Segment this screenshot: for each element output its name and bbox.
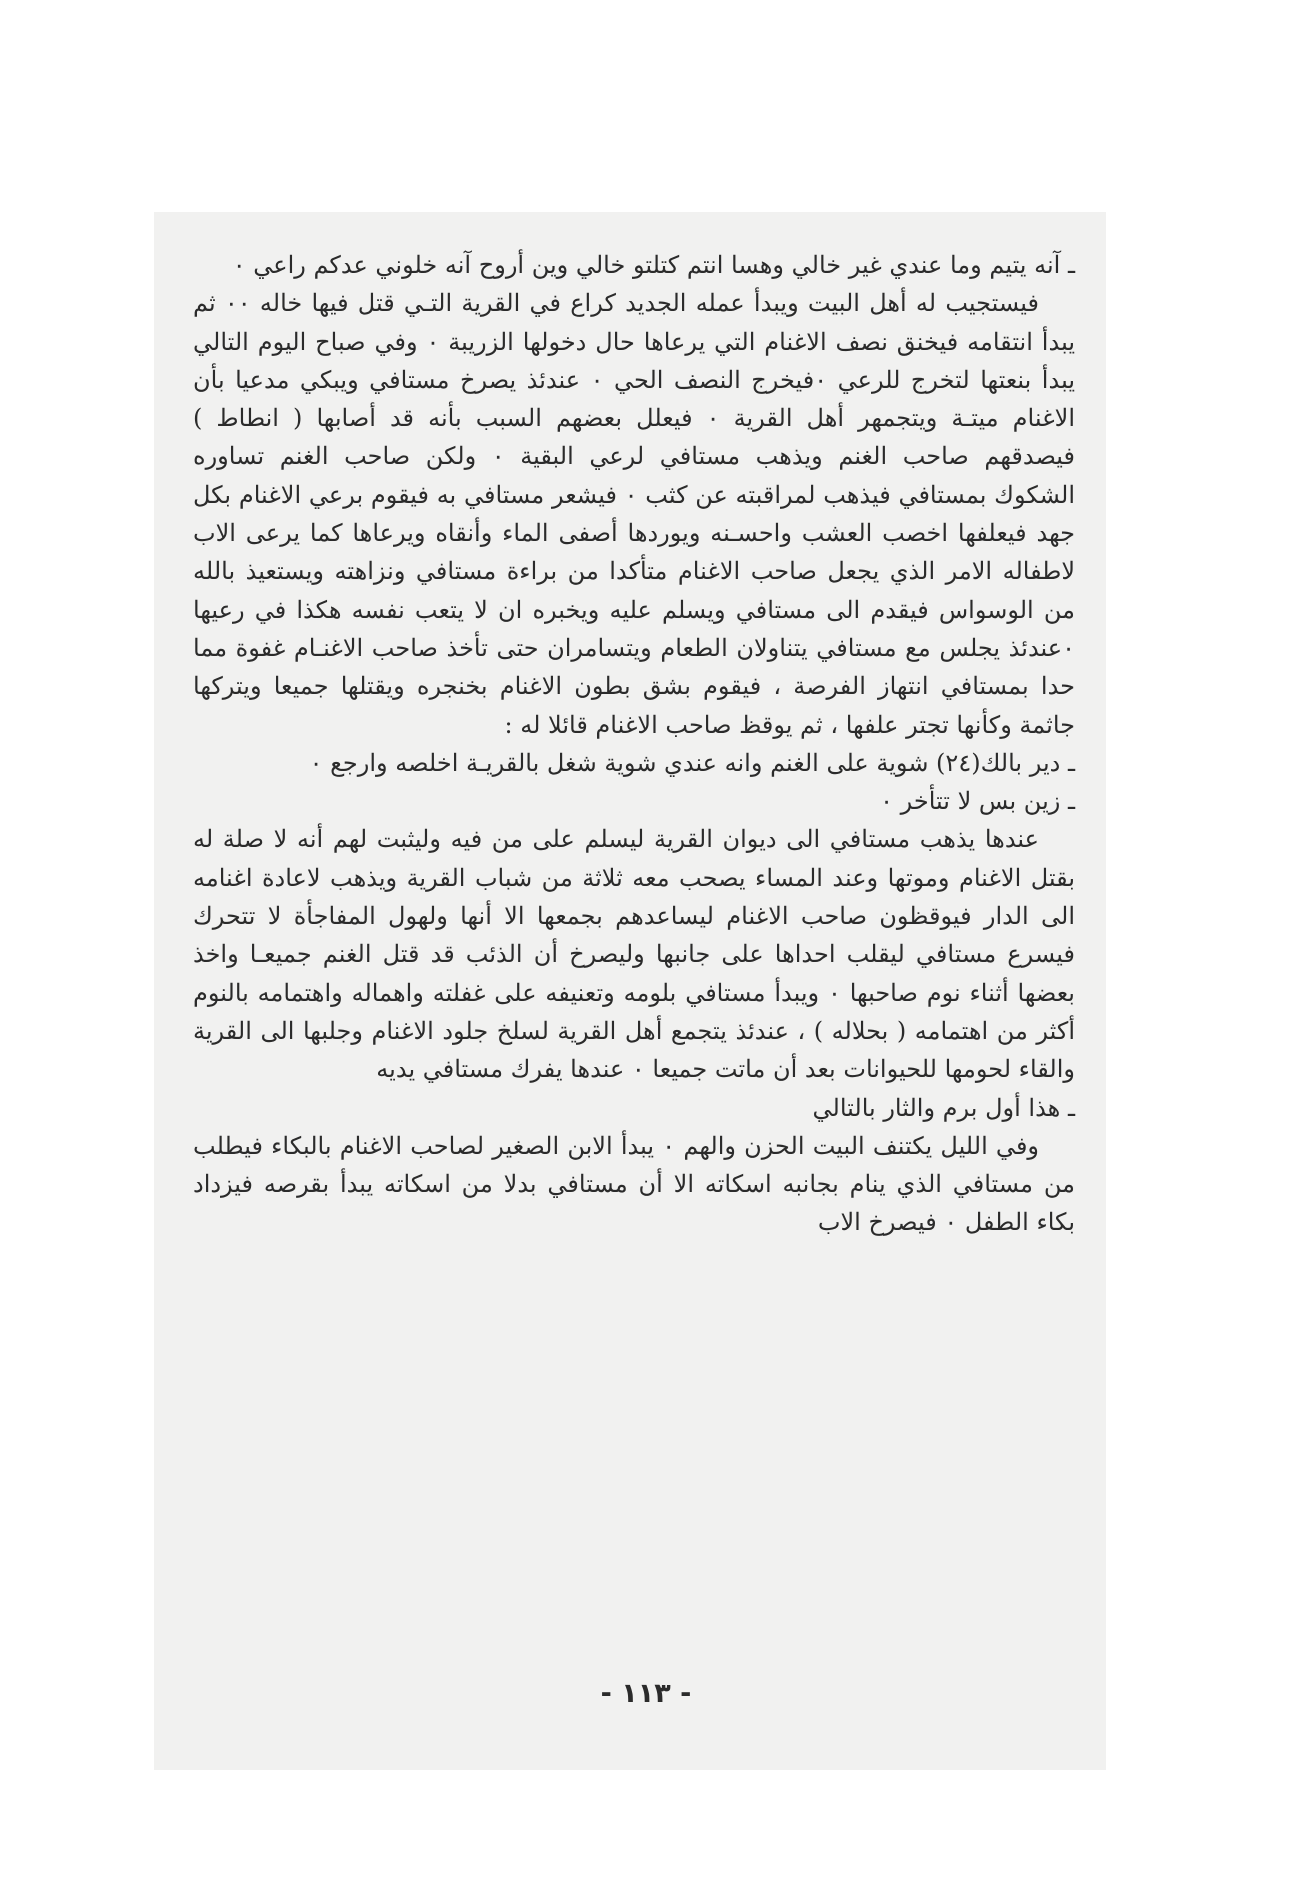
document-body (193, 246, 1075, 1242)
dialogue-line-mind-the-sheep: ـ دير بالك(٢٤) شوية على الغنم وانه عندي شوية شغل بالقريـة اخلصه وارجع ٠ (309, 748, 1075, 777)
paragraph-village-diwan: عندها يذهب مستافي الى ديوان القرية ليسلم على من فيه وليثبت لهم أنه لا صلة له بقتل الاغنام وموتها وعند المساء يصحب معه ثلاثة من شباب القرية ويذهب لاعادة اغنامه الى الدار فيوقظون صاحب الاغنام ليساعدهم بجمعها الا أنها ولهول المفاجأة لا تتحرك فيسرع مستافي ليقلب احداها على جانبها وليصرخ أن الذئب قد قتل الغنم جميعـا واخذ بعضها أثناء نوم صاحبها ٠ ويبدأ مستافي بلومه وتعنيفه على غفلته واهماله واهتمامه بالنوم أكثر من اهتمامه ( بحلاله ) ، عندئذ يتجمع أهل القرية لسلخ جلود الاغنام وجلبها الى القرية والقاء لحومها للحيوانات بعد أن ماتت جميعا ٠ عندها يفرك مستافي يديه (193, 825, 1075, 1084)
paragraph-night-crying: وفي الليل يكتنف البيت الحزن والهم ٠ يبدأ الابن الصغير لصاحب الاغنام بالبكاء فيطلب من مستافي الذي ينام بجانبه اسكاته الا أن مستافي بدلا من اسكاته يبدأ بقرصه فيزداد بكاء الطفل ٠ فيصرخ الاب (193, 1131, 1075, 1237)
dialogue-line-dont-be-late: ـ زين بس لا تتأخر ٠ (880, 787, 1075, 816)
dialogue-line-orphan: ـ آنه يتيم وما عندي غير خالي وهسا انتم كتلتو خالي وين أروح آنه خلوني عدكم راعي ٠ (232, 251, 1075, 279)
page-number: - ١١٣ - (600, 1678, 692, 1709)
paragraph-revenge-story: فيستجيب له أهل البيت ويبدأ عمله الجديد كراع في القرية التـي قتل فيها خاله ٠٠ ثم يبدأ انتقامه فيخنق نصف الاغنام التي يرعاها حال دخولها الزريبة ٠ وفي صباح اليوم التالي يبدأ بنعتها لتخرج للرعي ٠فيخرج النصف الحي ٠ عندئذ يصرخ مستافي ويبكي مدعيا بأن الاغنام ميتـة ويتجمهر أهل القرية ٠ فيعلل بعضهم السبب بأنه قد أصابها ( انطاط ) فيصدقهم صاحب الغنم ويذهب مستافي لرعي البقية ٠ ولكن صاحب الغنم تساوره الشكوك بمستافي فيذهب لمراقبته عن كثب ٠ فيشعر مستافي به فيقوم برعي الاغنام بكل جهد فيعلفها اخصب العشب واحسـنه ويوردها أصفى الماء وأنقاه ويرعاها كما يرعى الاب لاطفاله الامر الذي يجعل صاحب الاغنام متأكدا من براءة مستافي ونزاهته ويستعيذ بالله من الوسواس فيقدم الى مستافي ويسلم عليه ويخبره ان لا يتعب نفسه هكذا في رعيها ٠عندئذ يجلس مع مستافي يتناولان الطعام ويتسامران حتى تأخذ صاحب الاغنـام غفوة مما حدا بمستافي انتهاز الفرصة ، فيقوم بشق بطون الاغنام بخنجره ويقتلها جميعا ويتركها جاثمة وكأنها تجتر علفها ، ثم يوقظ صاحب الاغنام قائلا له : (193, 289, 1076, 739)
dialogue-line-first-round: ـ هذا أول برم والثار بالتالي (812, 1093, 1075, 1122)
